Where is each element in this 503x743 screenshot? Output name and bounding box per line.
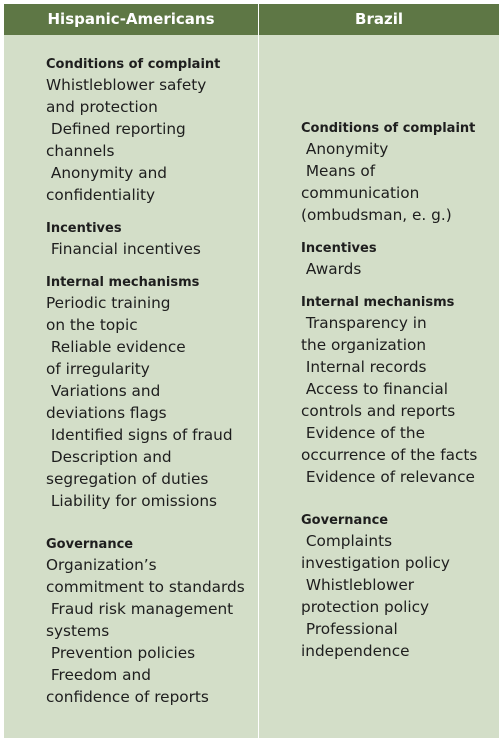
list-item: investigation policy — [301, 554, 450, 572]
list-item: Prevention policies — [46, 644, 196, 662]
header-hispanic-americans: Hispanic-Americans — [47, 10, 215, 28]
list-item: deviations flags — [46, 404, 167, 422]
section-title: Governance — [46, 537, 134, 552]
list-item: the organization — [301, 336, 427, 354]
section-governance — [301, 512, 497, 662]
list-item: Liability for omissions — [46, 492, 217, 510]
list-item: channels — [46, 142, 115, 160]
list-item: Transparency in — [301, 314, 427, 332]
section-title: Internal mechanisms — [301, 295, 455, 310]
list-item: Financial incentives — [46, 240, 201, 258]
list-item: confidentiality — [46, 186, 156, 204]
section-title: Incentives — [46, 221, 122, 236]
list-item: protection policy — [301, 598, 430, 616]
section-title: Internal mechanisms — [46, 275, 200, 290]
list-item: on the topic — [46, 316, 138, 334]
list-item: segregation of duties — [46, 470, 209, 488]
section-governance — [46, 536, 256, 708]
list-item: of irregularity — [46, 360, 150, 378]
list-item: (ombudsman, e. g.) — [301, 206, 452, 224]
hispanic-americans-column — [46, 56, 256, 722]
section-internal-mechanisms — [301, 294, 497, 488]
list-item: Access to financial — [301, 380, 448, 398]
section-title: Conditions of complaint — [46, 57, 221, 72]
section-incentives — [301, 240, 497, 280]
list-item: Fraud risk management — [46, 600, 234, 618]
list-item: Means of — [301, 162, 376, 180]
list-item: Variations and — [46, 382, 161, 400]
section-title: Conditions of complaint — [301, 121, 476, 136]
list-item: Description and — [46, 448, 172, 466]
table-header — [4, 4, 499, 35]
list-item: occurrence of the facts — [301, 446, 478, 464]
list-item: Freedom and — [46, 666, 151, 684]
list-item: Whistleblower — [301, 576, 415, 594]
list-item: Evidence of relevance — [301, 468, 475, 486]
list-item: Identified signs of fraud — [46, 426, 233, 444]
section-internal-mechanisms — [46, 274, 256, 512]
list-item: Professional — [301, 620, 398, 638]
list-item: Anonymity — [301, 140, 389, 158]
list-item: confidence of reports — [46, 688, 209, 706]
list-item: systems — [46, 622, 110, 640]
comparison-table — [4, 4, 499, 738]
list-item: Anonymity and — [46, 164, 167, 182]
list-item: Whistleblower safety — [46, 76, 207, 94]
list-item: and protection — [46, 98, 158, 116]
list-item: commitment to standards — [46, 578, 245, 596]
section-conditions-of-complaint — [301, 120, 497, 226]
list-item: Evidence of the — [301, 424, 426, 442]
column-divider — [258, 4, 259, 738]
list-item: controls and reports — [301, 402, 456, 420]
section-incentives — [46, 220, 256, 260]
list-item: Organization’s — [46, 556, 157, 574]
list-item: Reliable evidence — [46, 338, 186, 356]
brazil-column — [301, 120, 497, 676]
list-item: Defined reporting — [46, 120, 186, 138]
list-item: Internal records — [301, 358, 427, 376]
list-item: Awards — [301, 260, 362, 278]
section-title: Incentives — [301, 241, 377, 256]
list-item: independence — [301, 642, 410, 660]
section-conditions-of-complaint — [46, 56, 256, 206]
section-title: Governance — [301, 513, 389, 528]
list-item: Complaints — [301, 532, 393, 550]
list-item: communication — [301, 184, 420, 202]
header-brazil: Brazil — [355, 10, 403, 28]
list-item: Periodic training — [46, 294, 171, 312]
